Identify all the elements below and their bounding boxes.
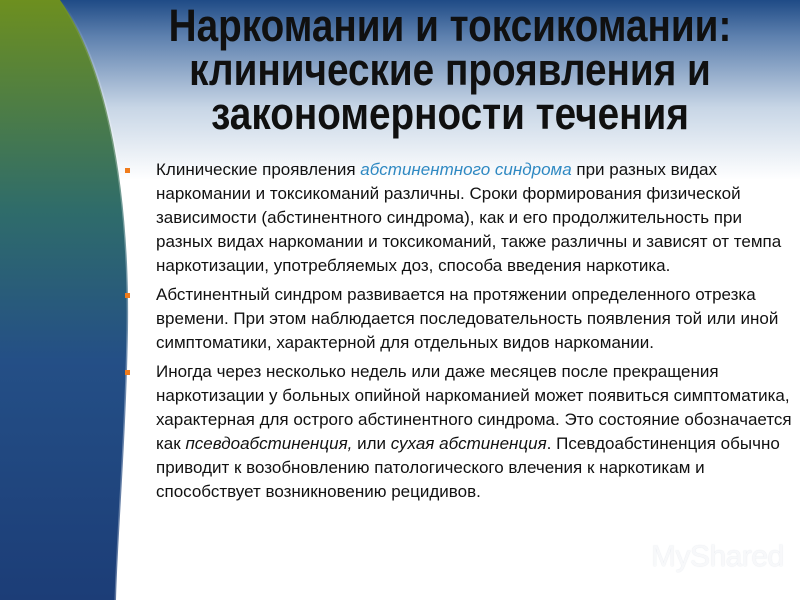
bullet-3-term-2: сухая абстиненция — [390, 434, 547, 453]
bullet-3-text-pre: Иногда через несколько недель или даже месяцев после прекращения наркотизации у больных опийной наркоманией может появиться симптоматика, характерная для острого абстинентного синдрома. Это состояние обозначается как — [156, 362, 792, 453]
myshared-logo-icon — [607, 540, 645, 574]
bullet-1-text-post: при разных видах наркомании и токсикоманий различны. Сроки формирования физической зависимости (абстинентного синдрома), как и его продолжительность при разных видах наркомании и токсикоманий, также различны и зависят от темпа наркотизации, употребляемых доз, способа введения наркотика. — [156, 160, 782, 275]
title-line-1: Наркомании и токсикомании: — [168, 0, 732, 51]
title-line-2: клинические проявления и — [189, 44, 711, 95]
bullet-item-3 — [125, 360, 793, 504]
bullet-3-text-post: . Псевдоабстиненция обычно приводит к возобновлению патологического влечения к наркотикам и способствует возникновению рецидивов. — [156, 434, 780, 501]
bullet-2-text: Абстинентный синдром развивается на протяжении определенного отрезка времени. При этом наблюдается последовательность появления той или иной симптоматики, характерной для отдельных видов наркомании. — [156, 285, 779, 352]
bullet-square-icon — [125, 293, 130, 298]
bullet-1-text-pre: Клинические проявления — [156, 160, 361, 179]
watermark-text: MyShared — [651, 540, 784, 573]
bullet-item-2 — [125, 283, 793, 355]
bullet-3-term-1: псевдоабстиненция, — [185, 434, 353, 453]
bullet-3-text-mid: или — [352, 434, 391, 453]
bullet-item-1 — [125, 158, 793, 278]
bullet-square-icon — [125, 168, 130, 173]
title-line-3: закономерности течения — [211, 88, 689, 139]
myshared-watermark — [607, 537, 787, 577]
bullet-1-highlight: абстинентного синдрома — [360, 160, 572, 179]
bullet-list — [125, 158, 793, 509]
slide-title — [110, 0, 790, 139]
bullet-square-icon — [125, 370, 130, 375]
